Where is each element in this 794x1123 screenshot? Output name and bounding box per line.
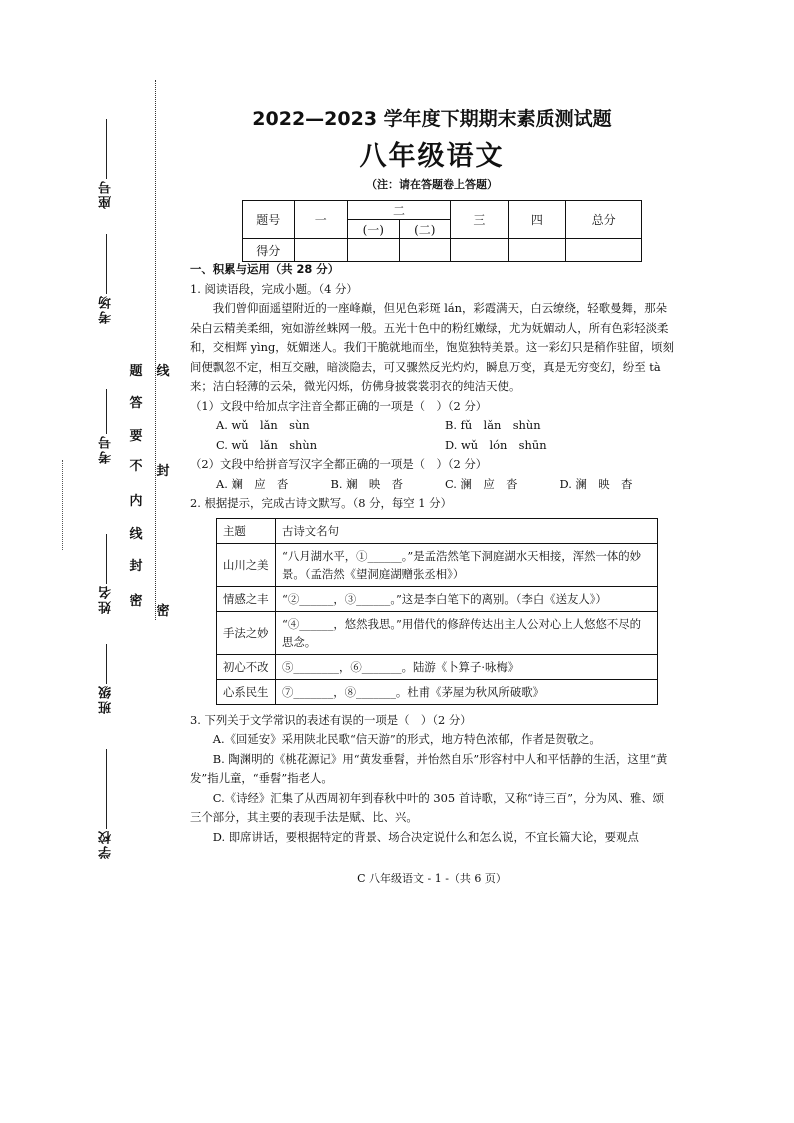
sub-question: （1）文段中给加点字注音全都正确的一项是（ ）（2 分） <box>190 398 488 413</box>
poem-lines: ⑤________，⑥_______。陆游《卜算子·咏梅》 <box>276 654 658 679</box>
option-item[interactable]: D. 澜 映 杳 <box>559 476 633 491</box>
section-heading: 一、积累与运用（共 28 分） <box>190 262 340 276</box>
score-row-label: 得分 <box>243 239 295 262</box>
poem-table-header: 古诗文名句 <box>276 518 658 543</box>
exam-room-line <box>106 234 107 294</box>
seal-word: 内 <box>129 494 143 509</box>
score-row-label: 题号 <box>243 201 295 239</box>
binding-margin <box>0 0 190 1123</box>
option-item[interactable]: B. fǔ lǎn shùn <box>445 418 541 432</box>
exam-content <box>190 260 674 847</box>
reading-passage: 我们曾仰面遥望附近的一座峰巅，但见色彩斑 lán，彩霞满天，白云缭绕，轻歌曼舞，那朵朵白云精美柔细，宛如游丝蛛网一般。五光十色中的粉红嫩绿，尤为妩媚动人，所有色彩轻淡柔和，交相辉 yìng，妩媚迷人。我们干脆就地而坐，饱览独特美景。这一彩幻只是稍作驻留，顷刻间便飘忽不定，相互交融，暗淡隐去，可又骤然反光灼灼，瞬息万变，真是无穷变幻，纷至 tà 来；洁白轻薄的云朵，微光闪烁，仿佛身披裳裳羽衣的纯洁天使。 <box>190 301 674 393</box>
poem-lines: “八月湖水平，①______。”是孟浩然笔下洞庭湖水天相接，浑然一体的妙景。（孟浩然《望洞庭湖赠张丞相》） <box>276 543 658 586</box>
option-item[interactable]: C. wǔ lǎn shùn <box>216 437 318 452</box>
score-col-2a: (一) <box>348 220 400 239</box>
score-cell[interactable] <box>508 239 566 262</box>
poem-table <box>216 518 658 705</box>
name-label: 姓名 <box>98 584 114 614</box>
option-item[interactable]: A. 斓 应 沓 <box>216 476 289 491</box>
score-cell[interactable] <box>348 239 400 262</box>
cut-word-mid: 封 <box>156 464 170 479</box>
seal-word: 线 <box>129 527 143 542</box>
question-prompt: 3. 下列关于文学常识的表述有误的一项是（ ）（2 分） <box>190 712 472 727</box>
poem-theme: 心系民生 <box>217 679 276 704</box>
answer-note: （注：请在答题卷上答题） <box>366 178 498 191</box>
score-col-3: 三 <box>451 201 509 239</box>
option-item[interactable]: C.《诗经》汇集了从西周初年到春秋中叶的 305 首诗歌，又称“诗三百”，分为风、雅、颂三个部分，其主要的表现手法是赋、比、兴。 <box>190 790 665 824</box>
score-col-total: 总分 <box>566 201 642 239</box>
table-row <box>217 543 658 586</box>
option-group <box>190 475 674 495</box>
class-field[interactable] <box>92 640 120 714</box>
poem-theme: 手法之妙 <box>217 611 276 654</box>
cut-word-top: 线 <box>156 364 170 379</box>
poem-theme: 初心不改 <box>217 654 276 679</box>
class-line <box>106 644 107 684</box>
seal-cut-line-short <box>62 460 63 550</box>
exam-number-label: 考号 <box>98 434 114 464</box>
table-row <box>217 586 658 611</box>
option-item[interactable]: B. 陶渊明的《桃花源记》用“黄发垂髫，并怡然自乐”形容村中人和平恬静的生活，这里“黄发”指儿童，“垂髫”指老人。 <box>190 751 668 785</box>
option-item[interactable]: D. wǔ lón shūn <box>445 437 547 452</box>
poem-lines: “④______，悠然我思。”用借代的修辞传达出主人公对心上人悠悠不尽的思念。 <box>276 611 658 654</box>
table-row <box>217 654 658 679</box>
score-table <box>242 200 642 262</box>
question-prompt: 1. 阅读语段，完成小题。（4 分） <box>190 281 358 296</box>
poem-table-header: 主题 <box>217 518 276 543</box>
poem-lines: ⑦_______，⑧_______。杜甫《茅屋为秋风所破歌》 <box>276 679 658 704</box>
page-footer: C 八年级语文 - 1 -（共 6 页） <box>357 872 507 885</box>
exam-room-label: 考场 <box>98 294 114 324</box>
option-item[interactable]: C. 澜 应 沓 <box>445 476 518 491</box>
school-label: 学校 <box>98 829 114 859</box>
seal-word: 题 <box>129 364 143 379</box>
seal-word: 不 <box>129 459 143 474</box>
table-row <box>217 611 658 654</box>
score-col-4: 四 <box>508 201 566 239</box>
poem-lines: “②______，③______。”这是李白笔下的离别。（李白《送友人》） <box>276 586 658 611</box>
seal-word: 密 <box>129 594 143 609</box>
score-cell[interactable] <box>451 239 509 262</box>
option-group <box>190 416 674 455</box>
seat-number-line <box>106 119 107 179</box>
score-col-2: 二 <box>348 201 451 220</box>
school-field[interactable] <box>92 745 120 859</box>
school-line <box>106 749 107 829</box>
poem-theme: 山川之美 <box>217 543 276 586</box>
score-col-2b: (二) <box>399 220 451 239</box>
score-cell[interactable] <box>399 239 451 262</box>
option-item[interactable]: A. wǔ lǎn sùn <box>216 418 310 432</box>
class-label: 班级 <box>98 684 114 714</box>
exam-room-field[interactable] <box>92 230 120 324</box>
seal-cut-line <box>155 80 156 620</box>
score-cell[interactable] <box>294 239 348 262</box>
option-item[interactable]: B. 斓 映 沓 <box>330 476 404 491</box>
option-item[interactable]: D. 即席讲话，要根据特定的背景、场合决定说什么和怎么说，不宜长篇大论，要观点 <box>212 829 639 844</box>
seal-word: 要 <box>129 429 143 444</box>
cut-word-bottom: 密 <box>156 604 170 619</box>
sub-question: （2）文段中给拼音写汉字全都正确的一项是（ ）（2 分） <box>190 457 488 471</box>
exam-subtitle: 八年级语文 <box>359 141 505 172</box>
seal-word: 封 <box>129 559 143 574</box>
table-row <box>217 679 658 704</box>
seat-number-label: 座号 <box>98 179 114 209</box>
question-prompt: 2. 根据提示，完成古诗文默写。（8 分，每空 1 分） <box>190 496 452 510</box>
exam-number-field[interactable] <box>92 385 120 464</box>
exam-title: 2022—2023 学年度下期期末素质测试题 <box>252 108 612 130</box>
score-cell[interactable] <box>566 239 642 262</box>
seal-word: 答 <box>129 396 143 411</box>
name-field[interactable] <box>92 530 120 614</box>
option-item[interactable]: A.《回延安》采用陕北民歌“信天游”的形式，地方特色浓郁，作者是贺敬之。 <box>212 732 601 746</box>
seat-number-field[interactable] <box>92 115 120 209</box>
score-col-1: 一 <box>294 201 348 239</box>
poem-theme: 情感之丰 <box>217 586 276 611</box>
name-line <box>106 534 107 584</box>
exam-number-line <box>106 389 107 434</box>
